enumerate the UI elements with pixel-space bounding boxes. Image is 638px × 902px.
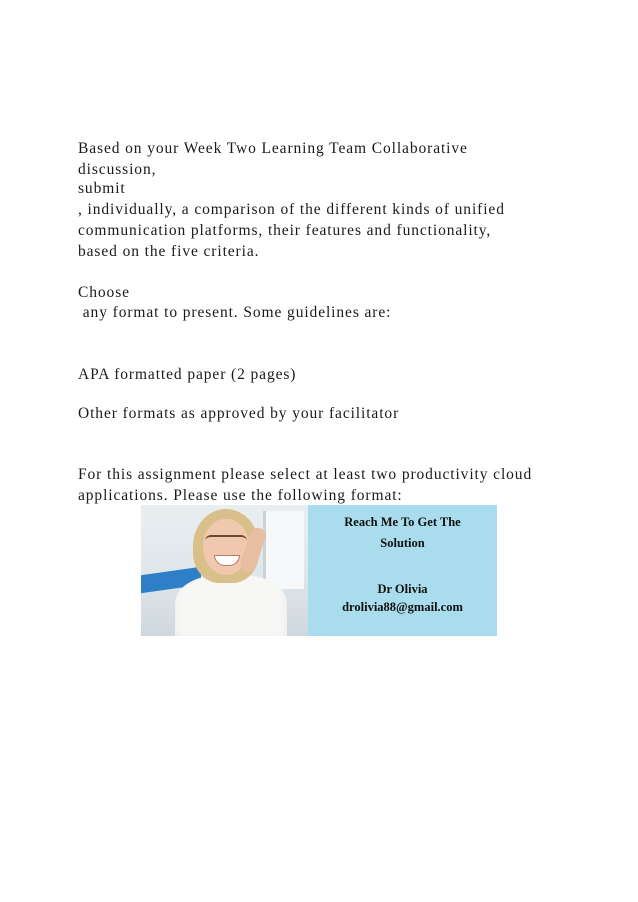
text-line: communication platforms, their features and functionality, xyxy=(78,222,492,239)
text-line: applications. Please use the following format: xyxy=(78,487,403,504)
contact-email[interactable]: drolivia88@gmail.com xyxy=(342,600,463,614)
person-body xyxy=(175,575,287,636)
text-line: Based on your Week Two Learning Team Collaborative xyxy=(78,140,468,157)
smiling-woman-photo xyxy=(141,505,308,636)
text-line: Other formats as approved by your facilitator xyxy=(78,405,400,422)
text-line: APA formatted paper (2 pages) xyxy=(78,366,297,383)
text-line: based on the five criteria. xyxy=(78,243,260,260)
banner-subheadline: Solution xyxy=(380,536,425,550)
text-line: For this assignment please select at least two productivity cloud xyxy=(78,466,533,483)
banner-headline: Reach Me To Get The xyxy=(344,515,461,529)
text-line: submit xyxy=(78,180,126,197)
text-line: , individually, a comparison of the different kinds of unified xyxy=(78,201,505,218)
contact-banner xyxy=(141,505,497,636)
text-line: discussion, xyxy=(78,161,157,178)
contact-info-panel xyxy=(308,505,497,636)
text-line: Choose xyxy=(78,284,130,301)
text-line: any format to present. Some guidelines are: xyxy=(78,304,392,321)
contact-name: Dr Olivia xyxy=(377,582,428,596)
glasses-icon xyxy=(205,535,247,547)
window-backdrop xyxy=(263,511,304,589)
